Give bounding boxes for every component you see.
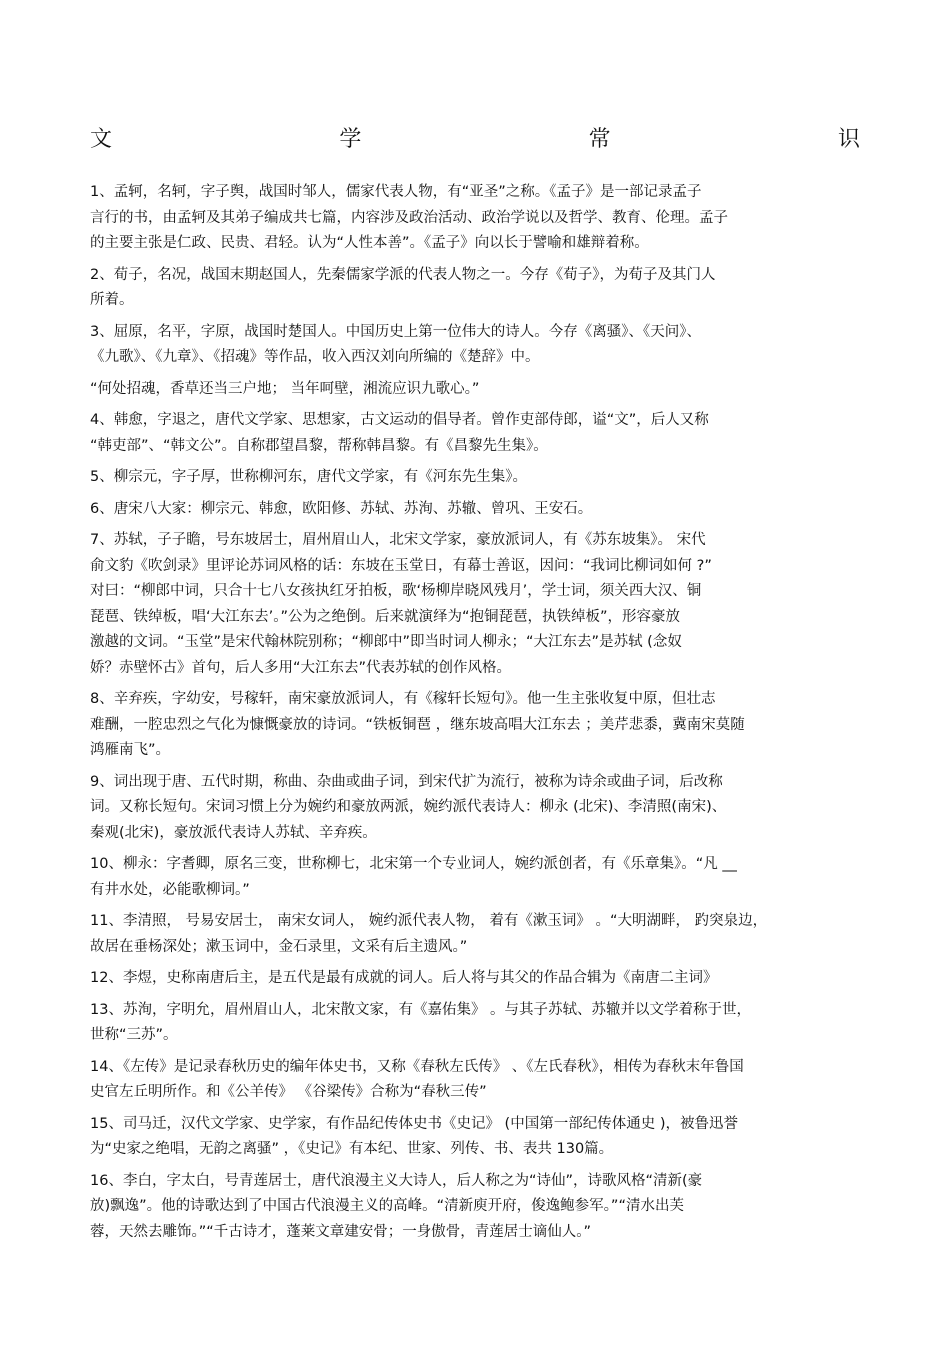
- paragraph-eight-masters: [90, 497, 860, 523]
- text-line: 《九歌》、《九章》、《招魂》等作品，收入西汉刘向所编的《楚辞》中。: [90, 349, 540, 365]
- text-line: 琵琶、铁绰板，唱‘大江东去’。”公为之绝倒。后来就演绎为“抱铜琵琶，执铁绰板”，形容豪放: [90, 608, 681, 625]
- text-line: 史官左丘明所作。和《公羊传》 《谷梁传》合称为“春秋三传”: [90, 1084, 487, 1100]
- text-line: 6、唐宋八大家：柳宗元、韩愈，欧阳修、苏轼、苏洵、苏辙、曾巩、王安石。: [90, 500, 593, 517]
- text-line: 4、韩愈，字退之，唐代文学家、思想家，古文运动的倡导者。曾作吏部侍郎，谥“文”，后人又称: [90, 412, 709, 428]
- text-line: 的主要主张是仁政、民贵、君轻。认为“人性本善”。《孟子》向以长于譬喻和雄辩着称。: [90, 235, 649, 251]
- paragraph-quyuan: [90, 320, 860, 371]
- text-line: 娇？赤壁怀古》首句，后人多用“大江东去”代表苏轼的创作风格。: [90, 659, 512, 676]
- text-line: 世称“三苏”。: [90, 1027, 178, 1043]
- paragraph-mencius: [90, 180, 860, 257]
- text-line: 1、孟轲，名轲，字子舆，战国时邹人，儒家代表人物，有“亚圣”之称。《孟子》是一部记录孟子: [90, 184, 702, 200]
- text-line: 鸿雁南飞”。: [90, 742, 171, 758]
- text-line: 5、柳宗元，字子厚，世称柳河东，唐代文学家，有《河东先生集》。: [90, 469, 527, 485]
- paragraph-zuozhuan: [90, 1055, 860, 1106]
- text-line: 言行的书，由孟轲及其弟子编成共七篇，内容涉及政治活动、政治学说以及哲学、教育、伦理。孟子: [90, 209, 728, 226]
- document-body: [90, 180, 860, 1245]
- text-line: 对曰：“柳郎中词，只合十七八女孩执红牙拍板，歌‘杨柳岸晓风残月’，学士词，须关西大汉、铜: [90, 583, 702, 599]
- text-line: 故居在垂杨深处；漱玉词中，金石录里，文采有后主遗风。”: [90, 938, 468, 955]
- text-line: 2、荀子，名况，战国末期赵国人，先秦儒家学派的代表人物之一。今存《荀子》，为荀子及其门人: [90, 266, 716, 283]
- text-line: 16、李白，字太白，号青莲居士，唐代浪漫主义大诗人，后人称之为“诗仙”，诗歌风格“清新(豪: [90, 1172, 703, 1189]
- paragraph-xinqiji: [90, 687, 860, 764]
- page-title: [90, 122, 860, 154]
- text-line: 14、《左传》是记录春秋历史的编年体史书，又称《春秋左氏传》 、《左氏春秋》，相传为春秋末年鲁国: [90, 1058, 744, 1075]
- paragraph-ci-poetry: [90, 770, 860, 847]
- text-line: 15、司马迁，汉代文学家、史学家，有作品纪传体史书《史记》 (中国第一部纪传体通史 )，被鲁迅誉: [90, 1115, 738, 1132]
- text-line: 激越的文词。“玉堂”是宋代翰林院别称；“柳郎中”即当时词人柳永；“大江东去”是苏轼 (念奴: [90, 634, 682, 650]
- text-line: 8、辛弃疾，字幼安，号稼轩，南宋豪放派词人，有《稼轩长短句》。他一生主张收复中原，但壮志: [90, 691, 716, 707]
- text-line: 所着。: [90, 292, 134, 308]
- text-line: 为“史家之绝唱，无韵之离骚” ，《史记》有本纪、世家、列传、书、表共 130篇。: [90, 1141, 614, 1157]
- text-line: 俞文豹《吹剑录》里评论苏词风格的话：东坡在玉堂日，有幕士善讴，因问：“我词比柳词如何 ?”: [90, 557, 712, 574]
- title-char: 学: [339, 127, 362, 152]
- paragraph-liuzongyuan: [90, 465, 860, 491]
- text-line: 词。又称长短句。宋词习惯上分为婉约和豪放两派，婉约派代表诗人：柳永 (北宋)、李清照(南宋)、: [90, 799, 727, 815]
- text-line: 蓉，天然去雕饰。”“千古诗才，蓬莱文章建安骨；一身傲骨，青莲居士谪仙人。”: [90, 1223, 592, 1240]
- paragraph-liuyong: [90, 852, 860, 903]
- paragraph-liqingzhao: [90, 909, 860, 960]
- title-char: 常: [588, 127, 611, 152]
- text-line: 难酬，一腔忠烈之气化为慷慨豪放的诗词。“铁板铜琶 ，继东坡高唱大江东去 ；美芹悲黍，冀南宋莫随: [90, 716, 745, 733]
- paragraph-libai: [90, 1169, 860, 1246]
- paragraph-hanyu: [90, 408, 860, 459]
- text-line: 12、李煜，史称南唐后主，是五代是最有成就的词人。后人将与其父的作品合辑为《南唐二主词》: [90, 970, 718, 986]
- text-line: 10、柳永：字耆卿，原名三变，世称柳七，北宋第一个专业词人，婉约派创者，有《乐章集》。“凡 __: [90, 856, 737, 872]
- text-line: 有井水处，必能歌柳词。”: [90, 881, 250, 898]
- paragraph-sushi: [90, 528, 860, 681]
- paragraph-liyu: [90, 966, 860, 992]
- text-line: “韩吏部”、“韩文公”。自称郡望昌黎，帮称韩昌黎。有《昌黎先生集》。: [90, 437, 548, 454]
- text-line: 7、苏轼，子子瞻，号东坡居士，眉州眉山人，北宋文学家，豪放派词人，有《苏东坡集》。 宋代: [90, 532, 706, 548]
- paragraph-suxun: [90, 998, 860, 1049]
- text-line: 放)飘逸”。他的诗歌达到了中国古代浪漫主义的高峰。“清新庾开府，俊逸鲍参军。”“清水出芙: [90, 1198, 684, 1214]
- text-line: 秦观(北宋)，豪放派代表诗人苏轼、辛弃疾。: [90, 824, 377, 841]
- paragraph-simaqian: [90, 1112, 860, 1163]
- text-line: 3、屈原，名平，字原，战国时楚国人。中国历史上第一位伟大的诗人。今存《离骚》、《天问》、: [90, 323, 701, 340]
- title-char: 文: [90, 127, 113, 152]
- paragraph-couplet-quyuan: [90, 377, 860, 403]
- text-line: 13、苏洵，字明允，眉州眉山人，北宋散文家，有《嘉佑集》 。与其子苏轼、苏辙并以文学着称于世，: [90, 1001, 752, 1018]
- text-line: 11、李清照， 号易安居士， 南宋女词人， 婉约派代表人物， 着有《漱玉词》 。“大明湖畔， 趵突泉边，: [90, 913, 768, 929]
- paragraph-xunzi: [90, 263, 860, 314]
- text-line: 9、词出现于唐、五代时期，称曲、杂曲或曲子词，到宋代扩为流行，被称为诗余或曲子词，后改称: [90, 773, 723, 790]
- text-line: “何处招魂，香草还当三户地； 当年呵壁，湘流应识九歌心。”: [90, 380, 480, 397]
- title-char: 识: [837, 127, 860, 152]
